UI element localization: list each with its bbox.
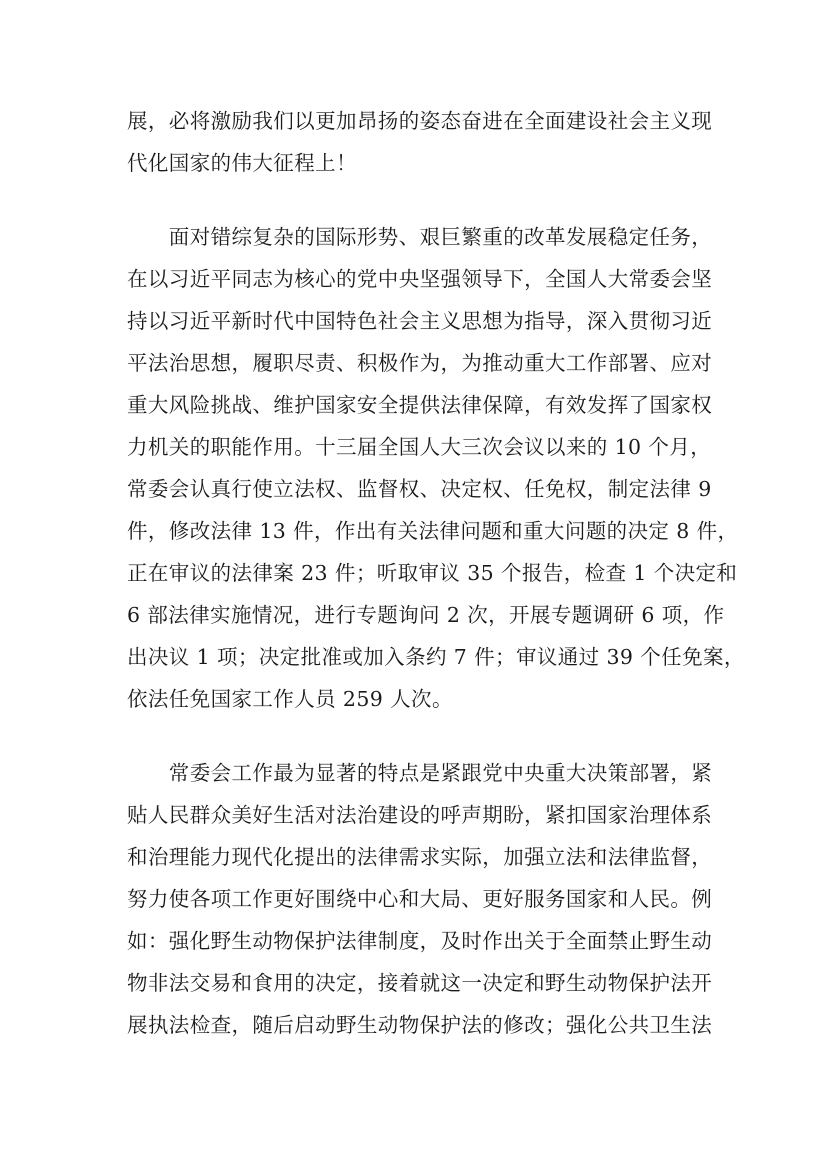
text-line: 代化国家的伟大征程上！: [127, 151, 357, 175]
text-line: 和治理能力现代化提出的法律需求实际，加强立法和法律监督，: [127, 845, 713, 869]
paragraph-closing-fragment: [127, 100, 713, 184]
text-line: 重大风险挑战、维护国家安全提供法律保障，有效发挥了国家权: [127, 393, 713, 417]
paragraph-key-features: [127, 752, 713, 1046]
text-line: 平法治思想，履职尽责、积极作为，为推动重大工作部署、应对: [127, 351, 713, 375]
text-line: 物非法交易和食用的决定，接着就这一决定和野生动物保护法开: [127, 971, 713, 995]
text-line: 出决议 1 项；决定批准或加入条约 7 件；审议通过 39 个任免案，: [127, 645, 745, 669]
paragraph-gap: [127, 184, 702, 216]
text-line: 如：强化野生动物保护法律制度，及时作出关于全面禁止野生动: [127, 929, 713, 953]
text-line: 努力使各项工作更好围绕中心和大局、更好服务国家和人民。例: [127, 887, 713, 911]
text-line: 展，必将激励我们以更加昂扬的姿态奋进在全面建设社会主义现: [127, 109, 713, 133]
text-line: 贴人民群众美好生活对法治建设的呼声期盼，紧扣国家治理体系: [127, 803, 713, 827]
paragraph-gap: [127, 720, 702, 752]
text-line: 6 部法律实施情况，进行专题询问 2 次，开展专题调研 6 项，作: [127, 603, 725, 627]
text-line: 依法任免国家工作人员 259 人次。: [127, 687, 453, 711]
text-line: 展执法检查，随后启动野生动物保护法的修改；强化公共卫生法: [127, 1013, 713, 1037]
text-line: 力机关的职能作用。十三届全国人大三次会议以来的 10 个月，: [127, 435, 712, 459]
document-page: [127, 100, 745, 1046]
paragraph-work-summary: [127, 216, 745, 720]
text-line: 面对错综复杂的国际形势、艰巨繁重的改革发展稳定任务，: [127, 225, 713, 249]
text-line: 持以习近平新时代中国特色社会主义思想为指导，深入贯彻习近: [127, 309, 713, 333]
text-line: 在以习近平同志为核心的党中央坚强领导下，全国人大常委会坚: [127, 267, 713, 291]
text-line: 常委会工作最为显著的特点是紧跟党中央重大决策部署，紧: [127, 761, 713, 785]
text-line: 正在审议的法律案 23 件；听取审议 35 个报告，检查 1 个决定和: [127, 561, 738, 585]
text-line: 件，修改法律 13 件，作出有关法律问题和重大问题的决定 8 件，: [127, 519, 739, 543]
text-line: 常委会认真行使立法权、监督权、决定权、任免权，制定法律 9: [127, 477, 712, 501]
